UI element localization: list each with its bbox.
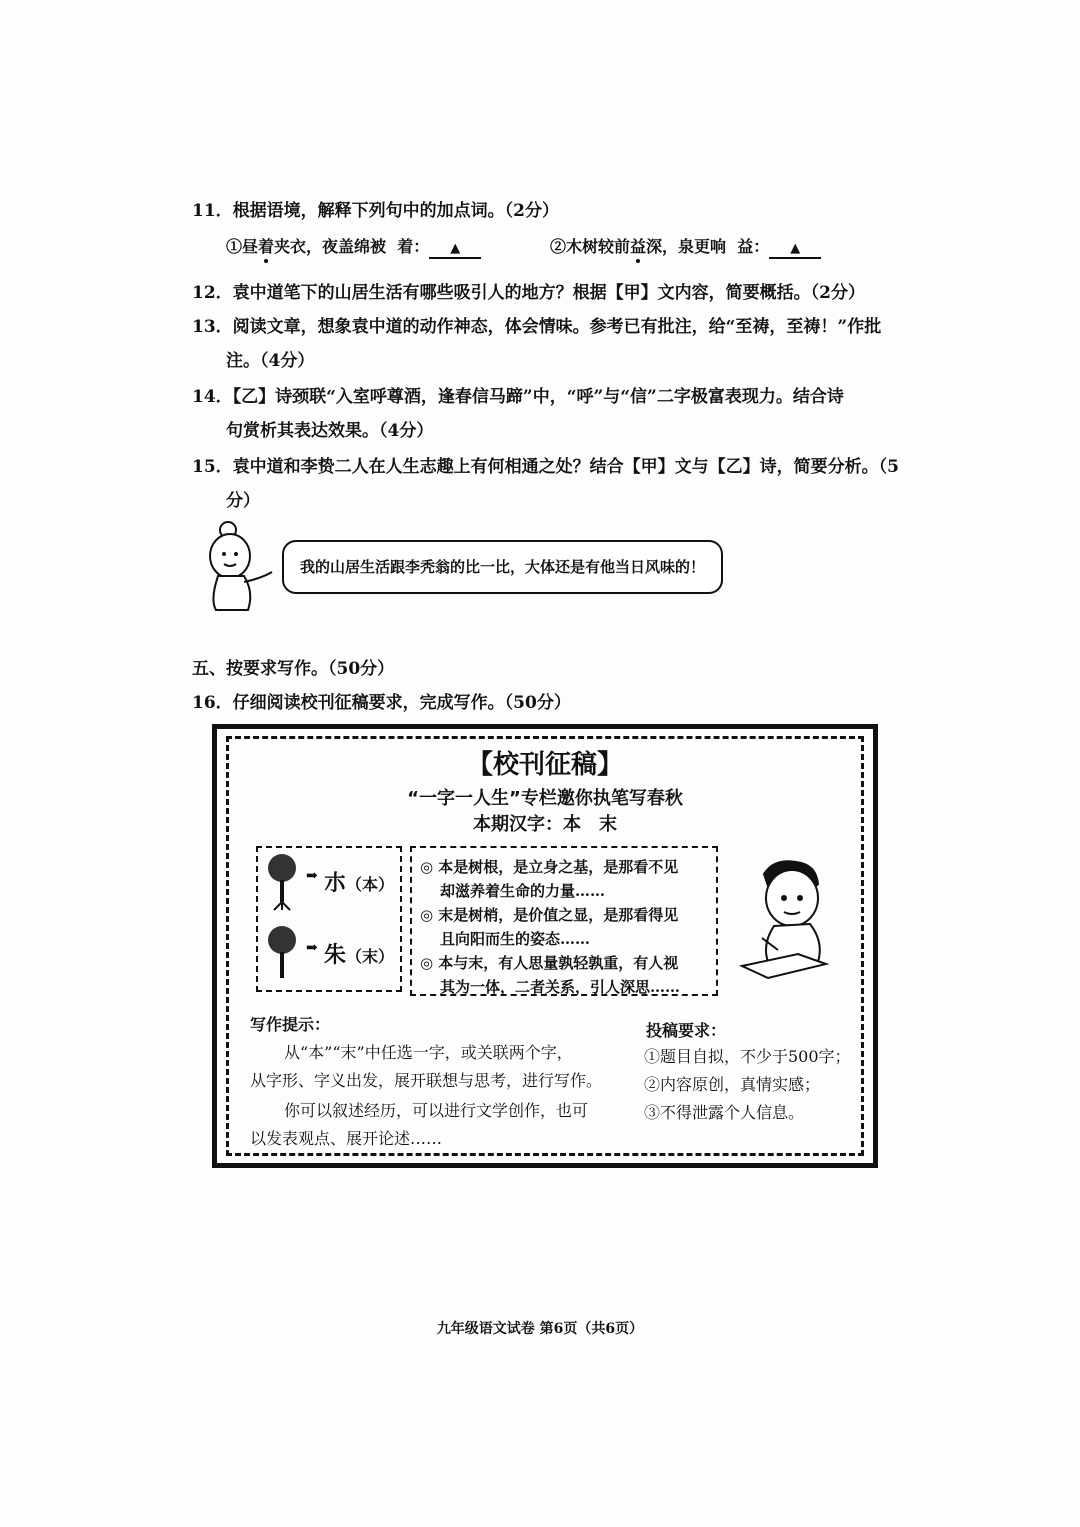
note-3-cont: 其为一体，二者关系，引人深思…… bbox=[440, 978, 681, 996]
tree-top-icon bbox=[262, 924, 302, 984]
box-subtitle: “一字一人生”专栏邀你执笔写春秋 bbox=[407, 788, 683, 809]
question-16: 16．仔细阅读校刊征稿要求，完成写作。（50分） bbox=[192, 693, 571, 713]
ancient-glyph-ben-icon: 朩 bbox=[324, 870, 347, 896]
box-chars-line: 本期汉字：本 末 bbox=[473, 814, 617, 835]
answer-blank-1[interactable]: ▲ bbox=[429, 241, 481, 259]
hint-line-3: 你可以叙述经历，可以进行文学创作，也可 bbox=[284, 1101, 589, 1120]
arrow-icon: ➡ bbox=[306, 940, 318, 956]
question-13-cont: 注。（4分） bbox=[226, 351, 315, 371]
question-11-item-1: ①昼着夹衣，夜盖绵被 着： ▲ bbox=[226, 234, 481, 259]
question-14: 14．【乙】诗颈联“入室呼尊酒，逢春信马蹄”中，“呼”与“信”二字极富表现力。结合诗 bbox=[192, 387, 844, 407]
dotted-word-yi: 益 bbox=[630, 237, 647, 256]
hint-line-1: 从“本”“末”中任选一字，或关联两个字， bbox=[284, 1043, 573, 1062]
glyph-label-mo: （末） bbox=[346, 947, 395, 966]
question-15-cont: 分） bbox=[226, 491, 260, 511]
arrow-icon: ➡ bbox=[306, 868, 318, 884]
dotted-word-zhe: 着 bbox=[258, 237, 275, 256]
question-11: 11．根据语境，解释下列句中的加点词。（2分） bbox=[192, 201, 559, 221]
question-14-cont: 句赏析其表达效果。（4分） bbox=[226, 421, 434, 441]
boy-writing-cartoon-icon bbox=[738, 854, 842, 984]
question-15: 15．袁中道和李贽二人在人生志趣上有何相通之处？结合【甲】文与【乙】诗，简要分析。（5 bbox=[192, 457, 899, 477]
question-11-item-2: ②木树较前益深，泉更响 益： ▲ bbox=[550, 234, 821, 259]
tree-root-icon bbox=[262, 852, 302, 912]
question-12: 12．袁中道笔下的山居生活有哪些吸引人的地方？根据【甲】文内容，简要概括。（2分） bbox=[192, 283, 865, 303]
page-footer: 九年级语文试卷 第6页（共6页） bbox=[436, 1321, 644, 1337]
answer-blank-2[interactable]: ▲ bbox=[769, 241, 821, 259]
hint-title: 写作提示： bbox=[250, 1015, 331, 1034]
scholar-cartoon-icon bbox=[200, 520, 282, 612]
req-line-3: ③不得泄露个人信息。 bbox=[644, 1103, 805, 1122]
note-2: ◎ 末是树梢，是价值之显，是那看得见 bbox=[420, 906, 679, 924]
glyph-label-ben: （本） bbox=[346, 875, 395, 894]
req-line-1: ①题目自拟，不少于500字； bbox=[644, 1047, 851, 1066]
note-1-cont: 却滋养着生命的力量…… bbox=[440, 882, 606, 900]
note-1: ◎ 本是树根，是立身之基，是那看不见 bbox=[420, 858, 679, 876]
box-title: 【校刊征稿】 bbox=[466, 750, 623, 780]
section-5-title: 五、按要求写作。（50分） bbox=[192, 659, 395, 679]
req-line-2: ②内容原创，真情实感； bbox=[644, 1075, 821, 1094]
note-2-cont: 且向阳而生的姿态…… bbox=[440, 930, 591, 948]
question-13: 13．阅读文章，想象袁中道的动作神态，体会情味。参考已有批注，给“至祷，至祷！”作批 bbox=[192, 317, 882, 337]
hint-line-4: 以发表观点、展开论述…… bbox=[250, 1129, 443, 1148]
req-title: 投稿要求： bbox=[646, 1021, 727, 1040]
hint-line-2: 从字形、字义出发，展开联想与思考，进行写作。 bbox=[250, 1071, 603, 1090]
speech-bubble: 我的山居生活跟李秃翁的比一比，大体还是有他当日风味的！ bbox=[282, 540, 723, 594]
ancient-glyph-mo-icon: 朱 bbox=[324, 942, 347, 968]
note-3: ◎ 本与末，有人思量孰轻孰重，有人视 bbox=[420, 954, 679, 972]
